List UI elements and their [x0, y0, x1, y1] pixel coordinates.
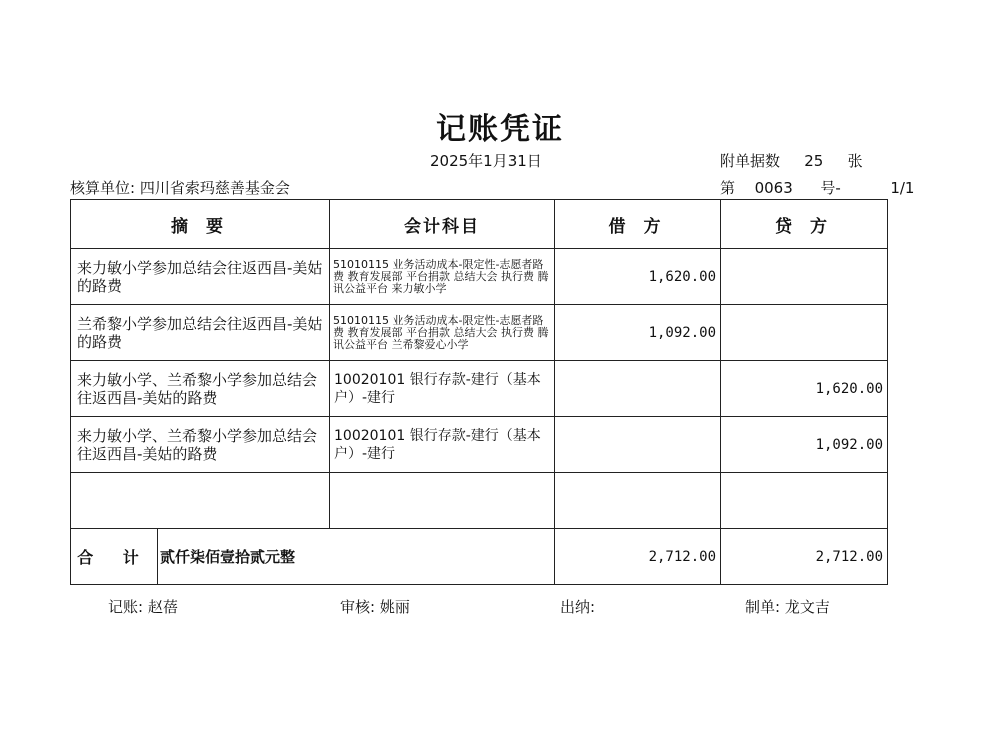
- entry-credit: [721, 249, 888, 305]
- total-row: [71, 529, 888, 585]
- voucher-date: 2025年1月31日: [430, 152, 542, 170]
- preparer-label: 制单:: [745, 598, 781, 616]
- bookkeeper-field: [108, 596, 178, 617]
- empty-row: [71, 473, 888, 529]
- entry-summary: 来力敏小学、兰希黎小学参加总结会往返西昌-美姑的路费: [71, 361, 330, 417]
- accounting-unit-label: 核算单位:: [70, 179, 136, 197]
- preparer-field: [745, 596, 830, 617]
- header-debit: 借 方: [555, 200, 721, 249]
- document-title: 记账凭证: [436, 112, 564, 147]
- cashier-field: [560, 596, 595, 617]
- header-summary: 摘 要: [71, 200, 330, 249]
- attachment-unit: 张: [847, 152, 863, 170]
- empty-cell: [721, 473, 888, 529]
- voucher-page: 1/1: [890, 179, 915, 197]
- entry-summary: 兰希黎小学参加总结会往返西昌-美姑的路费: [71, 305, 330, 361]
- accounting-unit: [70, 177, 290, 198]
- voucher-suffix: 号-: [820, 179, 841, 197]
- attachment-count: [720, 150, 863, 171]
- table-row: [71, 417, 888, 473]
- entry-credit: 1,092.00: [721, 417, 888, 473]
- header-account: 会计科目: [330, 200, 555, 249]
- entry-account: 51010115 业务活动成本-限定性-志愿者路费 教育发展部 平台捐款 总结大会 执行费 腾讯公益平台 兰希黎爱心小学: [330, 305, 555, 361]
- entry-summary: 来力敏小学、兰希黎小学参加总结会往返西昌-美姑的路费: [71, 417, 330, 473]
- empty-cell: [330, 473, 555, 529]
- attachment-label: 附单据数: [720, 152, 781, 170]
- voucher-number-value: 0063: [754, 179, 793, 197]
- total-credit: 2,712.00: [721, 529, 888, 585]
- bookkeeper-name: 赵蓓: [147, 598, 178, 616]
- bookkeeper-label: 记账:: [108, 598, 144, 616]
- entry-account: 51010115 业务活动成本-限定性-志愿者路费 教育发展部 平台捐款 总结大会 执行费 腾讯公益平台 来力敏小学: [330, 249, 555, 305]
- reviewer-field: [340, 596, 410, 617]
- header-credit: 贷 方: [721, 200, 888, 249]
- attachment-number: 25: [804, 152, 824, 170]
- voucher-number: [720, 177, 914, 198]
- preparer-name: 龙文吉: [784, 598, 830, 616]
- voucher-table: [70, 199, 888, 585]
- total-amount-in-words: 贰仟柒佰壹拾贰元整: [160, 548, 296, 566]
- cashier-label: 出纳:: [560, 598, 596, 616]
- entry-credit: 1,620.00: [721, 361, 888, 417]
- total-cell: [71, 529, 555, 585]
- accounting-unit-value: 四川省索玛慈善基金会: [139, 179, 290, 197]
- entry-debit: 1,092.00: [555, 305, 721, 361]
- reviewer-label: 审核:: [340, 598, 376, 616]
- entry-account: 10020101 银行存款-建行（基本户）-建行: [330, 361, 555, 417]
- table-row: [71, 361, 888, 417]
- total-label: 合 计: [71, 529, 158, 584]
- table-row: [71, 249, 888, 305]
- reviewer-name: 姚丽: [379, 598, 410, 616]
- table-row: [71, 305, 888, 361]
- entry-debit: [555, 417, 721, 473]
- total-debit: 2,712.00: [555, 529, 721, 585]
- empty-cell: [71, 473, 330, 529]
- entry-debit: [555, 361, 721, 417]
- entry-debit: 1,620.00: [555, 249, 721, 305]
- table-header-row: [71, 200, 888, 249]
- entry-credit: [721, 305, 888, 361]
- entry-summary: 来力敏小学参加总结会往返西昌-美姑的路费: [71, 249, 330, 305]
- voucher-prefix: 第: [720, 179, 736, 197]
- entry-account: 10020101 银行存款-建行（基本户）-建行: [330, 417, 555, 473]
- empty-cell: [555, 473, 721, 529]
